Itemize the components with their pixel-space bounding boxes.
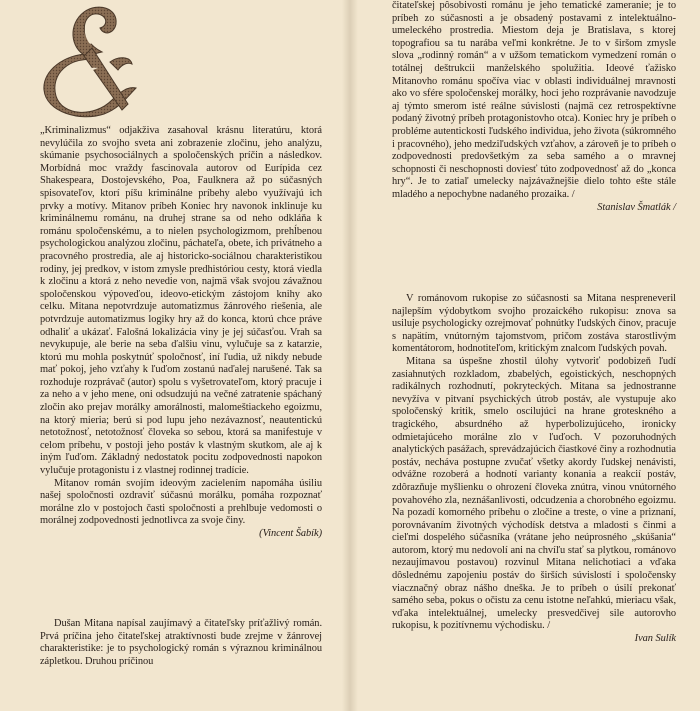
essay-signature: Ivan Sulík (634, 633, 676, 645)
left-second-review-start (40, 618, 322, 668)
essay-paragraph: „Kriminalizmus“ odjakživa zasahoval krásnu literatúru, ktorá nevylúčila zo svojho sveta ani zobrazenie zločinu, jeho analýzu, skúmanie psychosociálnych a spoločenských príčin a následkov. Morbídná moc vraždy fascinovala autorov od Eurípida cez Shakespeara, Dostojevského, Poa, Faulknera až po súčasných spisovateľov, ktorí píšu kriminálne príbehy alebo využívajú ich prvky a motívy. Mitanov príbeh Koniec hry navonok inklinuje ku kriminálnemu románu, na druhej strane sa od neho odkláňa k románu spoločenskému, a to nielen psychologizmom, prehĺbenou psychologickou analýzou zločinu, páchateľa, obete, ich privátneho a pracovného prostredia, ale aj historicko-sociálnou charakteristikou rodiny, jej predkov, v istom zmysle predhistóriou cesty, ktorá viedla k zločinu a ktorá z neho nevedie von, najmä však svojou závažnou spoločenskou výpoveďou, ideovo-etickým zástojom knihy ako celku. Mitana nepotvrdzuje automatizmus žánrového riešenia, ale potvrdzuje automatizmus logiky hry až do konca, ktorú chce práve odhaliť a ukázať. Falošná lokalizácia viny je jej súčasťou. Vrah sa nevykupuje, ale berie na seba ďalšiu vinu, vylučuje sa z katarzie, ktorú mu mohla poskytnúť spoločnosť, iní ľudia, už nikdy nebude mať pokoj, jeho vzťahy k ľuďom zostanú naďalej narušené. Tak sa rozhoduje rozprávač (autor) spolu s vyšetrovateľom, ktorý pracuje i za neho a v jeho mene, oni odsudzujú na večné zatratenie spáchaný zločin ako prejav morálky amorálnosti, malomeštiackeho egoizmu, na ktorý mieria; berú si pod lupu jeho nezávaznosť, neautentickú netotožnosť, netotožnosť človeka so sebou, ktorá sa manifestuje v celom príbehu, v postoji jeho postáv k vlastným skutkom, ale aj k iným ľuďom. Základný nedostatok pocitu zodpovednosti napokon vylučuje protagonistu i z vlastnej rodinnej tradície. (40, 125, 322, 477)
essay-signature: Stanislav Šmatlák / (597, 201, 676, 213)
essay-paragraph: čitateľskej pôsobivosti románu je jeho tematické zameranie; je to príbeh zo súčasnosti a je obsadený postavami z intelektuálno-umeleckého prostredia. Miestom deja je Bratislava, s ktorej topografiou sa tu narába veľmi konkrétne. Je to v širšom zmysle slova „rodinný román“ a v užšom tematickom vymedzení román o totálnej deštrukcii manželského spolužitia. Ideové ťažisko Mitanovho románu spočíva viac v oblasti individuálnej mravnosti ako vo sfére spoločenskej morálky, hoci jeho rozprávanie navodzuje aj týmto smerom isté reálne súvislosti (najmä cez retrospektívne podaný životný príbeh protagonistovho otca). Koniec hry je príbeh o probléme autentickosti ľudského individua, jeho života (súkromného i pracovného), jeho medziľudských vzťahov, a zároveň je to príbeh o zodpovednosti predovšetkým za seba samého a o mravnej schopnosti či neschopnosti doviesť túto zodpovednosť až do „konca hry“. Je to zatiaľ umelecky najzávažnejšie dielo tohto ešte stále mladého a nepochybne nadaného prozaika. / (392, 0, 676, 200)
essay-paragraph: V románovom rukopise zo súčasnosti sa Mitana nespreneveril najlepším výdobytkom svojho prozaického rukopisu: znova sa usiluje psychologicky ozrejmovať pohnútky ľudských činov, pracuje s napätím, vnútorným tajomstvom, pričom zostáva starostlivým komentátorom, hodnotiteľom, kritickým znalcom ľudských povah. (392, 293, 676, 355)
ampersand-ornament-icon (28, 0, 140, 120)
right-review-continuation (392, 0, 676, 214)
left-review-essay (40, 125, 322, 541)
essay-paragraph: Mitana sa úspešne zhostil úlohy vytvoriť podobizeň ľudí zasiahnutých rozkladom, zbabelých, egoistických, neschopných radikálnych rozhodnutí, pokryteckých. Mitana sa jednostranne nevyžíva v pitvaní psychických útrob postáv, ale vystupuje ako spoločenský kritik, smelo oscilujúci na hrane groteskného a tragického, absurdného až hyperbolizujúceho, ironicky odmietajúceho morálne zlo v ľuďoch. V pozoruhodných analytických pasážach, sprevádzajúcich čiastkové činy a rozhodnutia postáv, necháva postupne zvučať všetky akordy ľudskej nenávisti, odvážne rozoberá a hodnotí varianty konania a reakcií postáv, zdôrazňuje myšlienku o ohrození človeka znútra, vinou vnútorného povahového zla, neznášanlivosti, odcudzenia a chorobného egoizmu. Na pozadí komorného príbehu o zločine a treste, o vine a priznaní, porovnávaním životných východísk detstva a mladosti s činmi a cieľmi dospelého súčasníka (vrátane jeho neúprosného „skúšania“ autorom, ktorý mu nedovolí ani na chvíľu stať sa plytkou, románovo nezaujímavou postavou) rozvinul Mitana nelichotiaci a vďaka dôslednému zapojeniu postáv do širších súvislostí i spoločensky viacznačný obraz nášho dneška. Je to príbeh o úsilí prekonať samého seba, pokus o očistu za cenu istotne neľahkú, mieriacu však, vďaka intelektuálnej, umelecky presvedčivej sile autorovho rukopisu, k pozitívnemu východisku. / (392, 355, 676, 632)
essay-signature: (Vincent Šabík) (259, 528, 322, 539)
book-gutter (342, 0, 358, 711)
essay-paragraph: Dušan Mitana napísal zaujímavý a čitateľsky príťažlivý román. Prvá príčina jeho čitateľskej atraktívnosti bude zrejme v žánrovej charakteristike: je to psychologický román s výraznou kriminálnou zápletkou. Druhou príčinou (40, 618, 322, 667)
right-review-essay (392, 293, 676, 646)
essay-paragraph: Mitanov román svojím ideovým zacielením napomáha úsiliu našej spoločnosti ozdraviť súčasnú morálku, pomáha rozpoznať morálne zlo v postojoch časti spoločnosti a prehlbuje vedomosti o morálnej zodpovednosti jednotlivca za svoje činy. (40, 477, 322, 527)
